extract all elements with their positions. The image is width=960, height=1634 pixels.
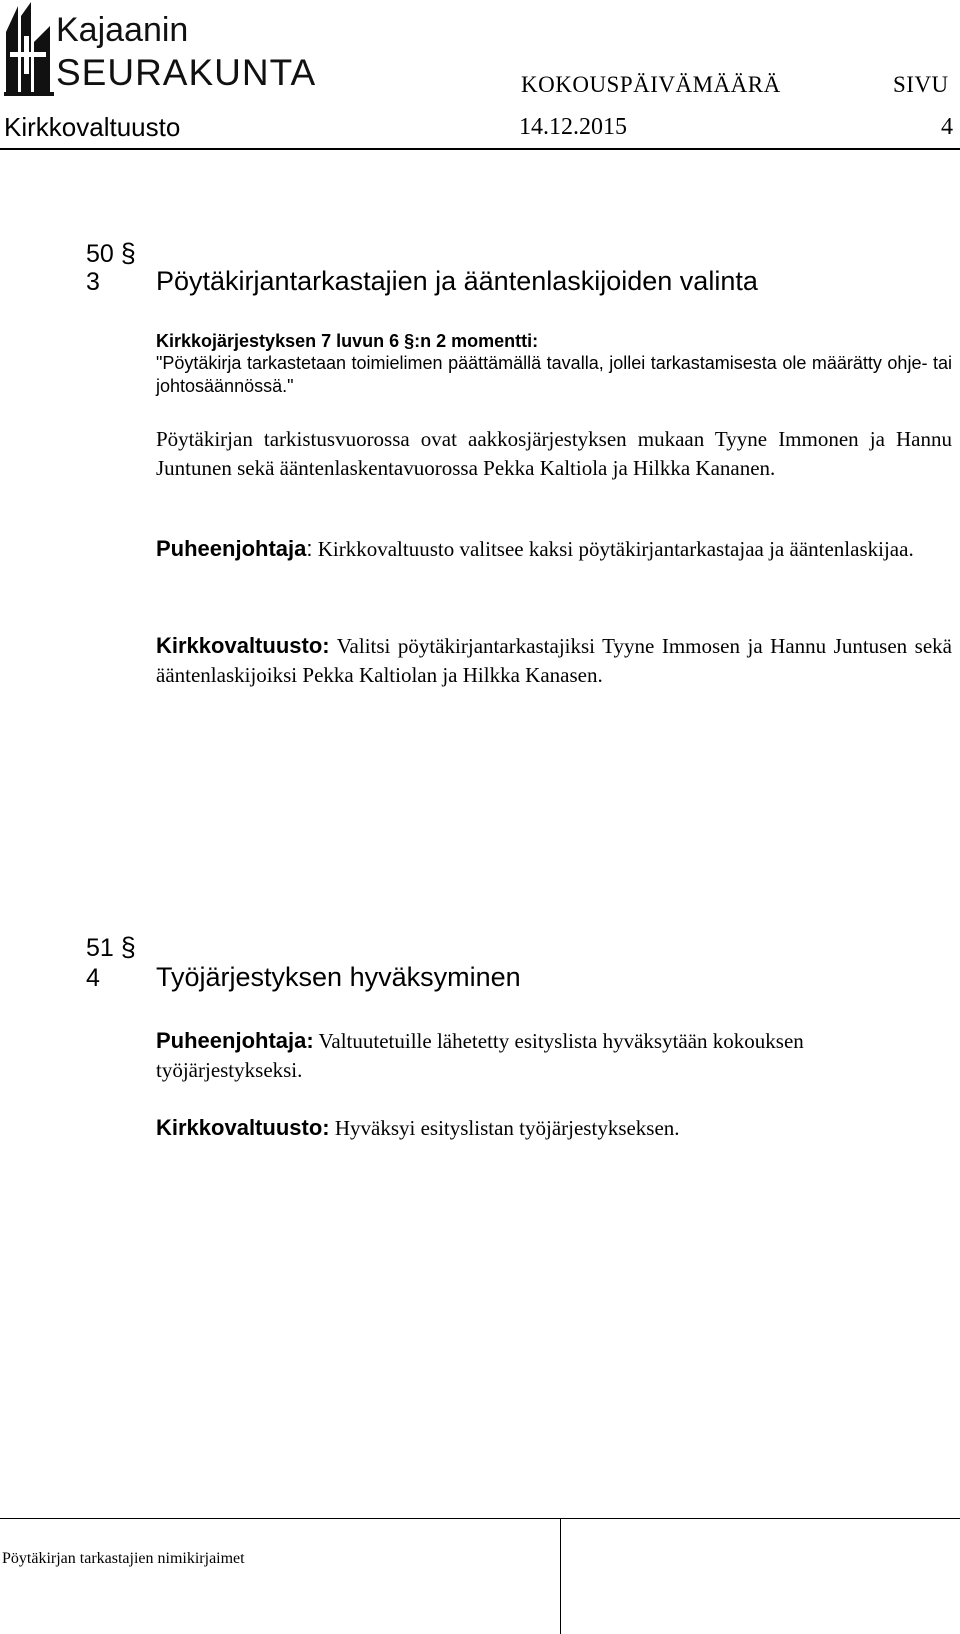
council-decision [156, 631, 952, 690]
logo-text-seurakunta: SEURAKUNTA [56, 52, 317, 93]
header-meeting-date: 14.12.2015 [519, 114, 627, 140]
chair-proposal [156, 1026, 952, 1085]
proposal-label: Puheenjohtaja: [156, 1028, 314, 1053]
section-number-value: 51 [86, 934, 114, 962]
header-page-label: SIVU [893, 72, 949, 97]
church-logo [4, 2, 334, 96]
header-date-label: KOKOUSPÄIVÄMÄÄRÄ [521, 72, 781, 97]
section-sign: § [120, 238, 136, 268]
section-number [86, 238, 136, 269]
decision-label: Kirkkovaltuusto: [156, 633, 330, 658]
rule-quote: "Pöytäkirja tarkastetaan toimielimen päättämällä tavalla, jollei tarkastamisesta ole määrätty ohje- tai johtosäännössä." [156, 353, 952, 396]
logo-text-kajaanin: Kajaanin [56, 11, 189, 49]
decision-text: Valitsi pöytäkirjantarkastajiksi Tyyne Immosen ja Hannu Juntusen sekä ääntenlaskijoiksi Pekka Kaltiolan ja Hilkka Kanasen. [156, 634, 952, 687]
church-building-icon [4, 2, 54, 96]
footer-column-divider [560, 1519, 561, 1634]
section-number-value: 50 [86, 240, 114, 268]
decision-text: Hyväksyi esityslistan työjärjestykseksen. [329, 1116, 680, 1140]
decision-label: Kirkkovaltuusto: [156, 1115, 330, 1140]
section-intro: Pöytäkirjan tarkistusvuorossa ovat aakkosjärjestyksen mukaan Tyyne Immonen ja Hannu Juntunen sekä ääntenlaskentavuorossa Pekka Kaltiola ja Hilkka Kananen. [156, 427, 952, 480]
proposal-text: Valtuutetuille lähetetty esityslista hyväksytään kokouksen työjärjestykseksi. [156, 1029, 804, 1082]
header-body-name: Kirkkovaltuusto [4, 112, 181, 142]
section-title: Pöytäkirjantarkastajien ja ääntenlaskijoiden valinta [156, 266, 758, 296]
section-number [86, 932, 136, 963]
signature-label: Pöytäkirjan tarkastajien nimikirjaimet [2, 1550, 245, 1567]
section-title: Työjärjestyksen hyväksyminen [156, 962, 521, 992]
header-divider [0, 148, 960, 150]
section-sign: § [120, 932, 136, 962]
section-sub-number: 4 [86, 964, 100, 992]
rule-reference: Kirkkojärjestyksen 7 luvun 6 §:n 2 momentti: [156, 331, 539, 351]
proposal-text: Kirkkovaltuusto valitsee kaksi pöytäkirjantarkastajaa ja ääntenlaskijaa. [312, 537, 914, 561]
council-decision [156, 1113, 952, 1143]
header-page-number: 4 [941, 114, 953, 140]
proposal-label: Puheenjohtaja [156, 536, 307, 561]
footer-divider [0, 1518, 960, 1519]
chair-proposal [156, 534, 952, 564]
proposal-colon: : [306, 536, 313, 561]
section-sub-number: 3 [86, 268, 100, 296]
